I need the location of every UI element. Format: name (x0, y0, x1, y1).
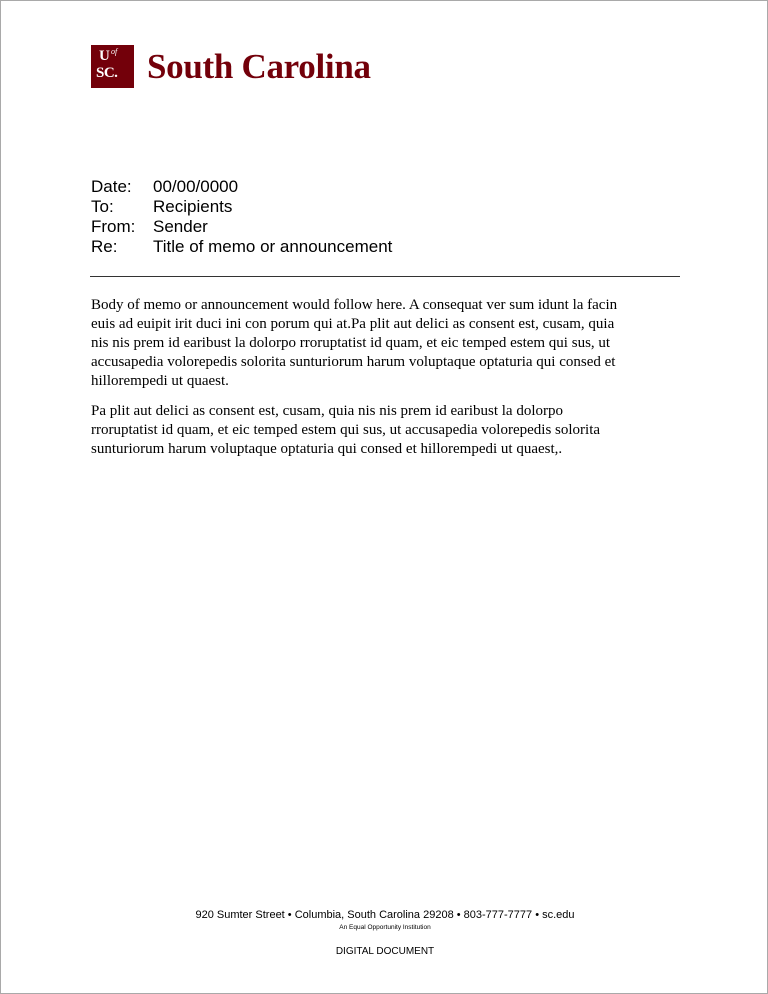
footer-address: 920 Sumter Street • Columbia, South Carolina 29208 • 803-777-7777 • sc.edu (195, 909, 575, 921)
uofsc-seal-icon: U of SC. (91, 45, 134, 88)
memo-re-row (91, 237, 392, 257)
memo-re-label: Re: (91, 237, 118, 256)
memo-date-value: 00/00/0000 (153, 177, 239, 196)
memo-date-row (91, 177, 392, 197)
memo-from-row (91, 217, 392, 237)
body-paragraph: Pa plit aut delici as consent est, cusam, quia nis nis prem id earibust la dolorpo rroruptatist id quam, et eic temped estem qui sus, ut accusapedia volorepedis solorita sunturiorum harum voluptaque optaturia qui consed et hillorempedi ut quaest,. (91, 403, 601, 457)
memo-to-label: To: (91, 197, 114, 216)
memo-from-value: Sender (153, 217, 208, 236)
memo-body (91, 296, 691, 470)
university-logo (91, 45, 371, 88)
memo-date-label: Date: (91, 177, 132, 196)
memo-re-value: Title of memo or announcement (153, 237, 393, 256)
footer-eeo-statement: An Equal Opportunity Institution (339, 924, 431, 931)
footer-digital-label: DIGITAL DOCUMENT (335, 946, 435, 957)
memo-from-label: From: (91, 217, 136, 236)
body-paragraph: Body of memo or announcement would follow here. A consequat ver sum idunt la facin euis ad euipit irit duci ini con porum qui at.Pa plit aut delici as consent est, cusam, quia nis nis prem id earibust la dolorpo rroruptatist id quam, et eic temped estem qui sus, ut accusapedia volorepedis solorita sunturiorum harum voluptaque optaturia qui consed et hillorempedi ut quaest. (91, 297, 618, 389)
header-divider (90, 276, 680, 277)
memo-to-row (91, 197, 392, 217)
logo-wordmark: South Carolina (147, 47, 371, 86)
memo-header (91, 177, 392, 257)
memo-to-value: Recipients (153, 197, 233, 216)
